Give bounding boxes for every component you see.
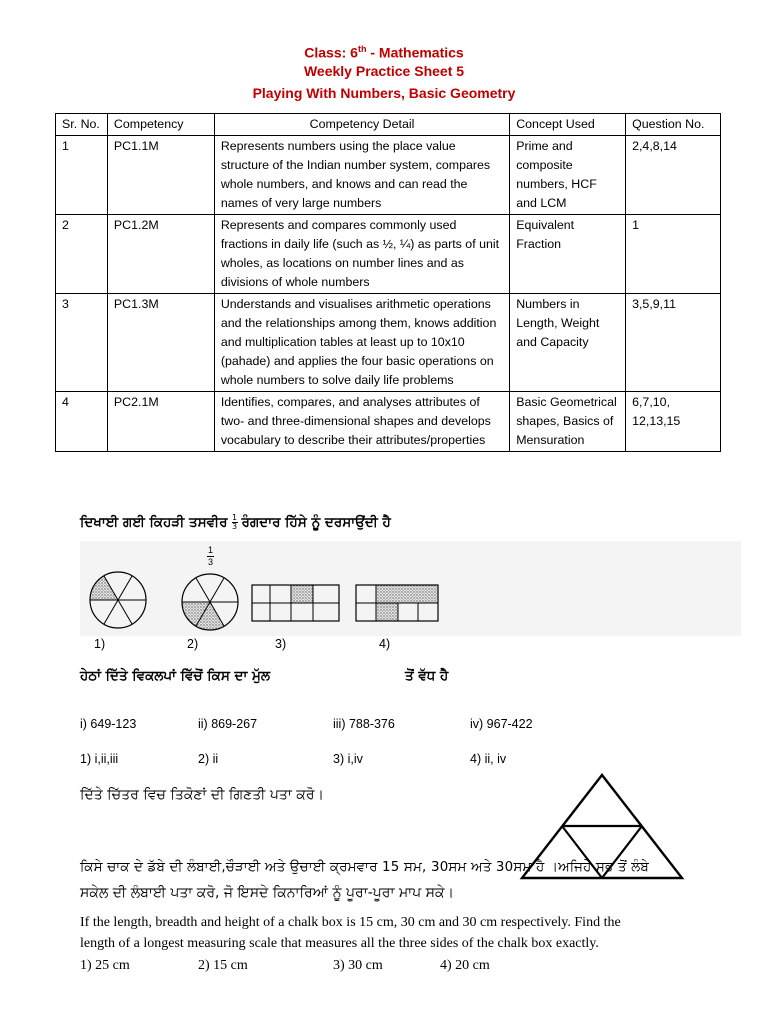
header-competency-detail: Competency Detail	[214, 114, 509, 136]
q1-prompt: ਦਿਖਾਈ ਗਈ ਕਿਹੜੀ ਤਸਵੀਰ $\frac{1}{3}$ ਰੰਗਦਾਰ ਹਿੱਸੇ ਨੂੰ ਦਰਸਾਉਂਦੀ ਹੈ	[80, 513, 391, 531]
q2-option: 1) i,ii,iii	[80, 752, 119, 766]
table-header-row	[56, 114, 721, 136]
figure-grid-4	[356, 585, 438, 621]
q2-option: 4) ii, iv	[470, 752, 507, 766]
header-competency: Competency	[107, 114, 214, 136]
q1-option-label: 1)	[94, 637, 106, 651]
table-row	[56, 294, 721, 392]
q4-option: 4) 20 cm	[440, 958, 490, 973]
q2-option: 3) i,iv	[333, 752, 363, 766]
cell-questions: 2,4,8,14	[626, 136, 721, 215]
cell-concept: Prime and composite numbers, HCF and LCM	[510, 136, 626, 215]
q3-prompt: ਦਿੱਤੇ ਚਿੱਤਰ ਵਿਚ ਤਿਕੋਣਾਂ ਦੀ ਗਿਣਤੀ ਪਤਾ ਕਰੋ।	[80, 787, 324, 803]
cell-sr: 2	[56, 215, 108, 294]
q4-punjabi-line2: ਸਕੇਲ ਦੀ ਲੰਬਾਈ ਪਤਾ ਕਰੋ, ਜੋ ਇਸਦੇ ਕਿਨਾਰਿਆਂ ਨੂੰ ਪੂਰਾ-ਪੂਰਾ ਮਾਪ ਸਕੇ।	[80, 885, 454, 901]
table-row	[56, 136, 721, 215]
cell-sr: 1	[56, 136, 108, 215]
q2-item: ii) 869-267	[198, 717, 258, 731]
cell-detail: Represents numbers using the place value structure of the Indian number system, compares whole numbers, and knows and can read the names of very large numbers	[214, 136, 509, 215]
cell-competency: PC1.1M	[107, 136, 214, 215]
cell-competency: PC2.1M	[107, 392, 214, 452]
q2-option: 2) ii	[198, 752, 219, 766]
cell-competency: PC1.3M	[107, 294, 214, 392]
q1-fraction: $\frac{1}{3}$	[231, 513, 238, 531]
q4-option: 2) 15 cm	[198, 958, 248, 973]
q1-option-label: 4)	[379, 637, 391, 651]
header-concept-used: Concept Used	[510, 114, 626, 136]
cell-concept: Numbers in Length, Weight and Capacity	[510, 294, 626, 392]
q2-item: i) 649-123	[80, 717, 137, 731]
q4-english-line1: If the length, breadth and height of a chalk box is 15 cm, 30 cm and 30 cm respectively. Find the	[80, 915, 621, 930]
q1-option-label: 2)	[187, 637, 199, 651]
cell-detail: Understands and visualises arithmetic operations and the relationships among them, knows addition and multiplication tables at least up to 10x10 (pahade) and applies the four basic operations on whole numbers to solve daily life problems	[214, 294, 509, 392]
q4-english-line2: length of a longest measuring scale that measures all the three sides of the chalk box exactly.	[80, 936, 599, 951]
header-question-no: Question No.	[626, 114, 721, 136]
q4-punjabi-line1: ਕਿਸੇ ਚਾਕ ਦੇ ਡੱਬੇ ਦੀ ਲੰਬਾਈ,ਚੌੜਾਈ ਅਤੇ ਉਚਾਈ ਕ੍ਰਮਵਾਰ 15 ਸਮ, 30ਸਮ ਅਤੇ 30ਸਮ ਹੈ ।ਅਜਿਹੇ ਸਭ ਤੋਂ ਲੰਬੇ	[80, 860, 649, 875]
q4-option: 1) 25 cm	[80, 958, 130, 973]
figure-fraction-label: 1 3	[207, 545, 213, 567]
q2-prompt-part1: ਹੇਠਾਂ ਦਿੱਤੇ ਵਿਕਲਪਾਂ ਵਿੱਚੋਂ ਕਿਸ ਦਾ ਮੁੱਲ	[80, 668, 271, 684]
cell-questions: 6,7,10, 12,13,15	[626, 392, 721, 452]
cell-detail: Represents and compares commonly used fractions in daily life (such as ½, ¼) as parts of unit wholes, as locations on number lines and as divisions of whole numbers	[214, 215, 509, 294]
table-row	[56, 392, 721, 452]
figure-grid-3	[252, 585, 339, 621]
q1-figures	[80, 570, 460, 640]
cell-sr: 3	[56, 294, 108, 392]
cell-sr: 4	[56, 392, 108, 452]
cell-questions: 1	[626, 215, 721, 294]
class-title: Class: 6th - Mathematics	[304, 44, 464, 61]
q2-prompt-part2: ਤੋਂ ਵੱਧ ਹੈ	[405, 668, 449, 684]
cell-concept: Basic Geometrical shapes, Basics of Mensuration	[510, 392, 626, 452]
cell-questions: 3,5,9,11	[626, 294, 721, 392]
table-row	[56, 215, 721, 294]
figure-circle-1	[90, 572, 146, 628]
q2-item: iv) 967-422	[470, 717, 533, 731]
cell-competency: PC1.2M	[107, 215, 214, 294]
topic-title: Playing With Numbers, Basic Geometry	[252, 85, 516, 101]
cell-detail: Identifies, compares, and analyses attributes of two- and three-dimensional shapes and develops vocabulary to describe their attributes/properties	[214, 392, 509, 452]
q2-item: iii) 788-376	[333, 717, 395, 731]
cell-concept: Equivalent Fraction	[510, 215, 626, 294]
figure-circle-2	[182, 574, 238, 630]
q4-option: 3) 30 cm	[333, 958, 383, 973]
competency-table	[55, 113, 721, 452]
sheet-title: Weekly Practice Sheet 5	[303, 63, 465, 79]
header-sr-no: Sr. No.	[56, 114, 108, 136]
q1-option-label: 3)	[275, 637, 287, 651]
